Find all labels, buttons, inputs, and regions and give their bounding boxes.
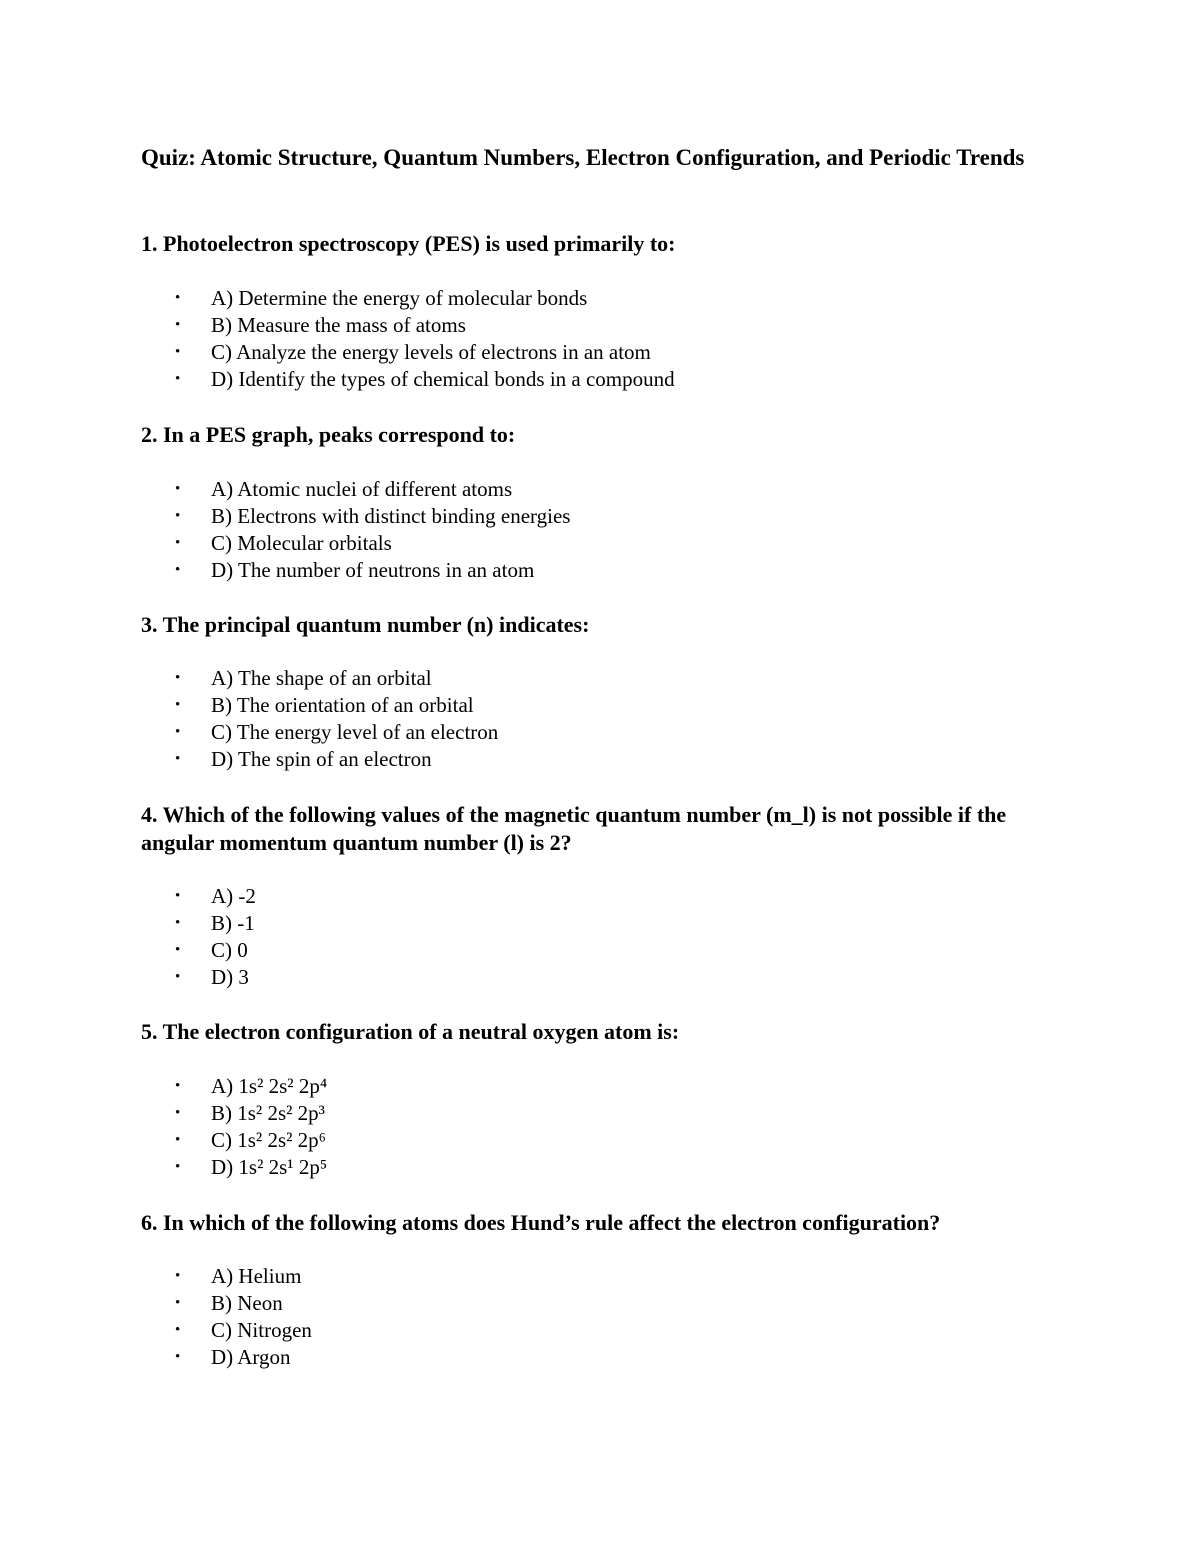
option-text: A) Helium: [211, 1264, 302, 1288]
option-text: C) 0: [211, 938, 248, 962]
bullet-icon: •: [175, 969, 181, 985]
list-item: [0, 1290, 900, 1317]
bullet-icon: •: [175, 724, 181, 740]
question-3: 3. The principal quantum number (n) indicates:: [141, 612, 590, 637]
list-item: [0, 910, 900, 937]
bullet-icon: •: [175, 1322, 181, 1338]
list-item: [0, 1263, 900, 1290]
list-item: [0, 285, 900, 312]
option-text: A) Determine the energy of molecular bonds: [211, 286, 588, 310]
question-1-options: [0, 285, 900, 393]
bullet-icon: •: [175, 371, 181, 387]
question-3-options: [0, 665, 900, 773]
question-2: 2. In a PES graph, peaks correspond to:: [141, 422, 516, 447]
option-text: B) Measure the mass of atoms: [211, 313, 466, 337]
list-item: [0, 1100, 900, 1127]
list-item: [0, 719, 900, 746]
option-text: C) Analyze the energy levels of electrons in an atom: [211, 340, 651, 364]
list-item: [0, 692, 900, 719]
bullet-icon: •: [175, 942, 181, 958]
bullet-icon: •: [175, 481, 181, 497]
list-item: [0, 476, 900, 503]
bullet-icon: •: [175, 888, 181, 904]
option-text: B) -1: [211, 911, 255, 935]
bullet-icon: •: [175, 317, 181, 333]
list-item: [0, 557, 900, 584]
option-text: C) Molecular orbitals: [211, 531, 392, 555]
bullet-icon: •: [175, 1159, 181, 1175]
option-text: C) 1s² 2s² 2p⁶: [211, 1128, 327, 1152]
question-6: 6. In which of the following atoms does Hund’s rule affect the electron configuration?: [141, 1210, 941, 1235]
question-2-options: [0, 476, 900, 584]
option-text: B) The orientation of an orbital: [211, 693, 474, 717]
option-text: D) 1s² 2s¹ 2p⁵: [211, 1155, 328, 1179]
option-text: D) The number of neutrons in an atom: [211, 558, 535, 582]
bullet-icon: •: [175, 670, 181, 686]
option-text: A) -2: [211, 884, 256, 908]
question-6-options: [0, 1263, 900, 1371]
question-4: 4. Which of the following values of the magnetic quantum number (m_l) is not possible if the angular momentum quantum number (l) is 2?: [141, 802, 1007, 855]
list-item: [0, 964, 900, 991]
bullet-icon: •: [175, 751, 181, 767]
bullet-icon: •: [175, 1349, 181, 1365]
option-text: C) The energy level of an electron: [211, 720, 499, 744]
option-text: D) Identify the types of chemical bonds in a compound: [211, 367, 675, 391]
bullet-icon: •: [175, 562, 181, 578]
bullet-icon: •: [175, 1295, 181, 1311]
list-item: [0, 503, 900, 530]
list-item: [0, 312, 900, 339]
bullet-icon: •: [175, 508, 181, 524]
bullet-icon: •: [175, 344, 181, 360]
list-item: [0, 1154, 900, 1181]
question-4-options: [0, 883, 900, 991]
option-text: B) 1s² 2s² 2p³: [211, 1101, 325, 1125]
list-item: [0, 366, 900, 393]
list-item: [0, 1127, 900, 1154]
bullet-icon: •: [175, 1132, 181, 1148]
question-5: 5. The electron configuration of a neutral oxygen atom is:: [141, 1019, 680, 1044]
option-text: D) Argon: [211, 1345, 291, 1369]
question-1: 1. Photoelectron spectroscopy (PES) is used primarily to:: [141, 231, 676, 256]
bullet-icon: •: [175, 915, 181, 931]
option-text: A) 1s² 2s² 2p⁴: [211, 1074, 328, 1098]
list-item: [0, 339, 900, 366]
list-item: [0, 937, 900, 964]
option-text: D) 3: [211, 965, 249, 989]
list-item: [0, 1073, 900, 1100]
list-item: [0, 746, 900, 773]
list-item: [0, 1317, 900, 1344]
option-text: C) Nitrogen: [211, 1318, 312, 1342]
page-title: Quiz: Atomic Structure, Quantum Numbers, Electron Configuration, and Periodic Trends: [141, 145, 1025, 170]
bullet-icon: •: [175, 290, 181, 306]
option-text: B) Electrons with distinct binding energies: [211, 504, 571, 528]
bullet-icon: •: [175, 697, 181, 713]
bullet-icon: •: [175, 535, 181, 551]
list-item: [0, 1344, 900, 1371]
bullet-icon: •: [175, 1078, 181, 1094]
bullet-icon: •: [175, 1105, 181, 1121]
list-item: [0, 530, 900, 557]
bullet-icon: •: [175, 1268, 181, 1284]
option-text: D) The spin of an electron: [211, 747, 432, 771]
question-5-options: [0, 1073, 900, 1181]
option-text: A) The shape of an orbital: [211, 666, 432, 690]
list-item: [0, 665, 900, 692]
option-text: A) Atomic nuclei of different atoms: [211, 477, 513, 501]
list-item: [0, 883, 900, 910]
option-text: B) Neon: [211, 1291, 283, 1315]
